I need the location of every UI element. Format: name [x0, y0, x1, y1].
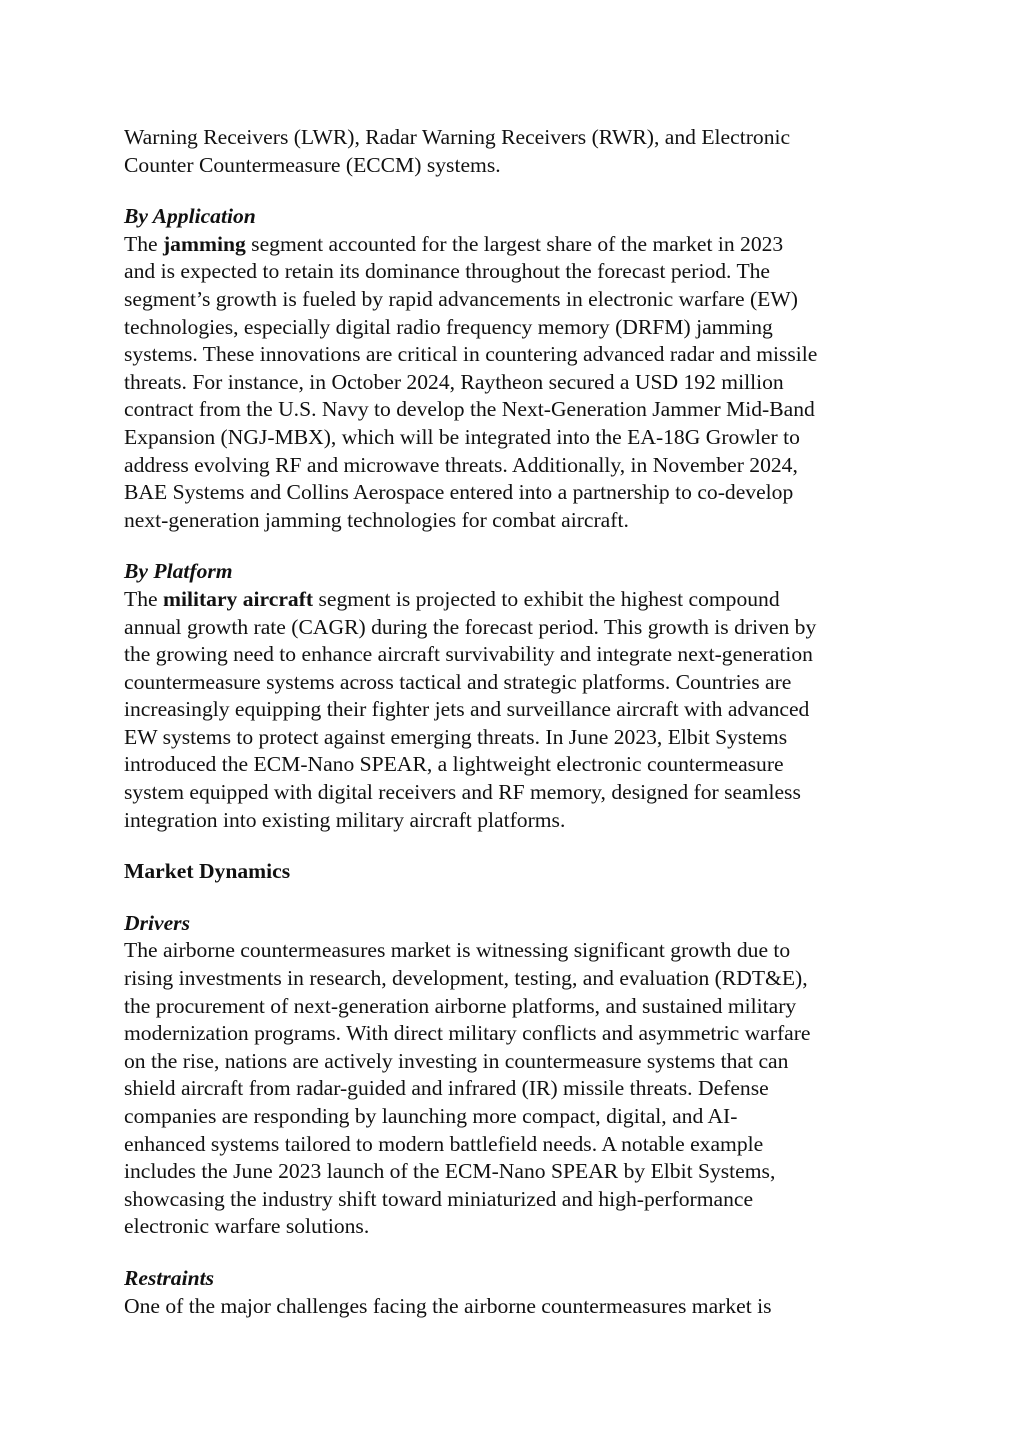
text-line: the procurement of next-generation airborne platforms, and sustained military: [124, 993, 797, 1018]
intro-paragraph: [124, 124, 924, 179]
text-line: on the rise, nations are actively investing in countermeasure systems that can: [124, 1048, 789, 1073]
paragraph-gap: [124, 1241, 924, 1265]
heading-drivers: Drivers: [124, 910, 190, 935]
bold-term-military-aircraft: military aircraft: [162, 586, 314, 611]
text-line: The military aircraft segment is projected to exhibit the highest compound: [124, 586, 780, 611]
heading-by-application: By Application: [124, 204, 256, 229]
bold-term-jamming: jamming: [162, 231, 246, 256]
heading-by-platform: By Platform: [124, 559, 233, 584]
text-line: modernization programs. With direct military conflicts and asymmetric warfare: [124, 1021, 811, 1046]
text-line: systems. These innovations are critical in countering advanced radar and missile: [124, 342, 818, 367]
text-line: companies are responding by launching more compact, digital, and AI-: [124, 1104, 738, 1128]
text-line: next-generation jamming technologies for combat aircraft.: [124, 507, 629, 532]
text-line: The jamming segment accounted for the largest share of the market in 2023: [124, 231, 784, 256]
text-line: system equipped with digital receivers and RF memory, designed for seamless: [124, 780, 801, 805]
text-line: Counter Countermeasure (ECCM) systems.: [124, 152, 501, 177]
text-line: EW systems to protect against emerging threats. In June 2023, Elbit Systems: [124, 724, 788, 749]
text-line: includes the June 2023 launch of the ECM-Nano SPEAR by Elbit Systems,: [124, 1159, 776, 1184]
text-line: the growing need to enhance aircraft survivability and integrate next-generation: [124, 642, 813, 667]
text-line: segment’s growth is fueled by rapid advancements in electronic warfare (EW): [124, 286, 798, 311]
text-line: technologies, especially digital radio frequency memory (DRFM) jamming: [124, 314, 773, 339]
restraints-paragraph: [124, 1293, 924, 1321]
heading-restraints: Restraints: [124, 1265, 215, 1290]
drivers-paragraph: [124, 937, 924, 1241]
text-line: threats. For instance, in October 2024, Raytheon secured a USD 192 million: [124, 369, 784, 394]
by-application-paragraph: [124, 231, 924, 535]
text-line: electronic warfare solutions.: [124, 1214, 370, 1239]
text-line: BAE Systems and Collins Aerospace entered into a partnership to co-develop: [124, 480, 794, 505]
document-page: [124, 124, 924, 1320]
text-line: Expansion (NGJ-MBX), which will be integrated into the EA-18G Growler to: [124, 424, 800, 449]
text-line: showcasing the industry shift toward miniaturized and high-performance: [124, 1186, 754, 1211]
text-line: rising investments in research, development, testing, and evaluation (RDT&E),: [124, 966, 808, 991]
text-line: countermeasure systems across tactical and strategic platforms. Countries are: [124, 669, 792, 694]
text-line: address evolving RF and microwave threats. Additionally, in November 2024,: [124, 452, 798, 477]
paragraph-gap: [124, 179, 924, 203]
heading-market-dynamics: Market Dynamics: [124, 859, 291, 884]
paragraph-gap: [124, 886, 924, 910]
text-line: increasingly equipping their fighter jets and surveillance aircraft with advanced: [124, 697, 810, 722]
by-platform-paragraph: [124, 586, 924, 834]
text-line: contract from the U.S. Navy to develop the Next-Generation Jammer Mid-Band: [124, 397, 815, 422]
paragraph-gap: [124, 534, 924, 558]
text-line: introduced the ECM-Nano SPEAR, a lightweight electronic countermeasure: [124, 752, 784, 777]
text-line: The airborne countermeasures market is witnessing significant growth due to: [124, 938, 791, 963]
text-line: integration into existing military aircraft platforms.: [124, 807, 566, 832]
paragraph-gap: [124, 834, 924, 858]
text-line: One of the major challenges facing the airborne countermeasures market is: [124, 1293, 772, 1318]
text-line: enhanced systems tailored to modern battlefield needs. A notable example: [124, 1131, 764, 1156]
text-line: and is expected to retain its dominance throughout the forecast period. The: [124, 259, 771, 284]
text-line: Warning Receivers (LWR), Radar Warning Receivers (RWR), and Electronic: [124, 125, 791, 149]
text-line: annual growth rate (CAGR) during the forecast period. This growth is driven by: [124, 614, 817, 639]
text-line: shield aircraft from radar-guided and infrared (IR) missile threats. Defense: [124, 1076, 769, 1101]
